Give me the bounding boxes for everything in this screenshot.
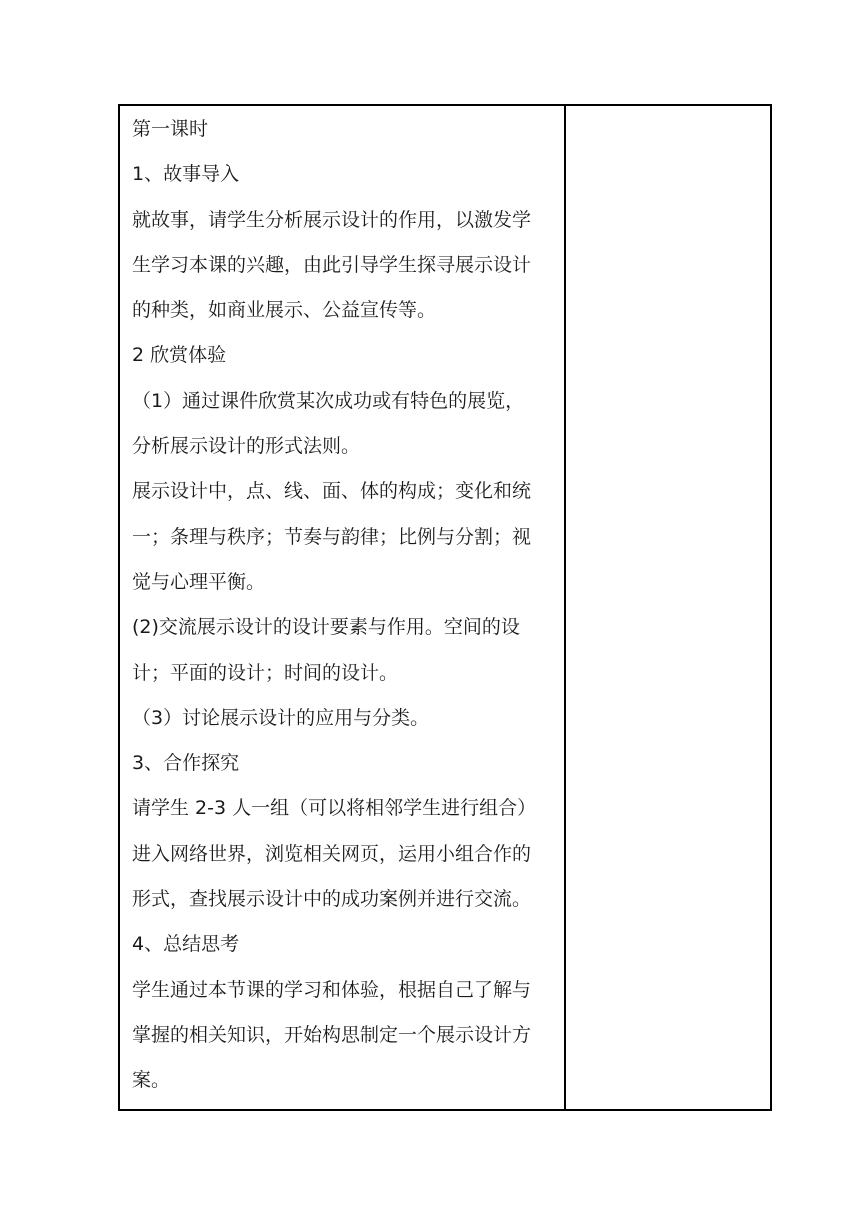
paragraph-line: 展示设计中，点、线、面、体的构成；变化和统 <box>132 480 532 503</box>
paragraph-line: （1）通过课件欣赏某次成功或有特色的展览， <box>132 389 525 412</box>
paragraph-line: 请学生 2-3 人一组（可以将相邻学生进行组合） <box>132 797 537 820</box>
section-heading-appreciation: 2 欣赏体验 <box>132 344 227 367</box>
paragraph-line: 形式，查找展示设计中的成功案例并进行交流。 <box>132 888 532 911</box>
paragraph-line: 一；条理与秩序；节奏与韵律；比例与分割；视 <box>132 525 532 548</box>
paragraph-line: 的种类，如商业展示、公益宣传等。 <box>132 299 437 322</box>
lesson-content-cell <box>120 106 566 1109</box>
lesson-title: 第一课时 <box>132 118 209 140</box>
notes-cell <box>566 106 770 1109</box>
section-heading-cooperation: 3、合作探究 <box>132 752 240 775</box>
paragraph-line: 觉与心理平衡。 <box>132 570 266 593</box>
paragraph-line: 掌握的相关知识，开始构思制定一个展示设计方 <box>132 1023 532 1046</box>
paragraph-line: 分析展示设计的形式法则。 <box>132 435 361 458</box>
paragraph-line: 学生通过本节课的学习和体验，根据自己了解与 <box>132 978 532 1001</box>
paragraph-line: 案。 <box>132 1069 171 1092</box>
section-heading-summary: 4、总结思考 <box>132 933 240 956</box>
lesson-plan-table <box>118 104 772 1111</box>
section-heading-story: 1、故事导入 <box>132 163 240 186</box>
paragraph-line: (2)交流展示设计的设计要素与作用。空间的设 <box>132 616 520 639</box>
paragraph-line: 进入网络世界，浏览相关网页，运用小组合作的 <box>132 842 532 865</box>
paragraph-line: 计；平面的设计；时间的设计。 <box>132 661 399 684</box>
paragraph-line: 生学习本课的兴趣，由此引导学生探寻展示设计 <box>132 253 532 276</box>
paragraph-line: 就故事，请学生分析展示设计的作用，以激发学 <box>132 208 532 231</box>
paragraph-line: （3）讨论展示设计的应用与分类。 <box>132 706 430 729</box>
